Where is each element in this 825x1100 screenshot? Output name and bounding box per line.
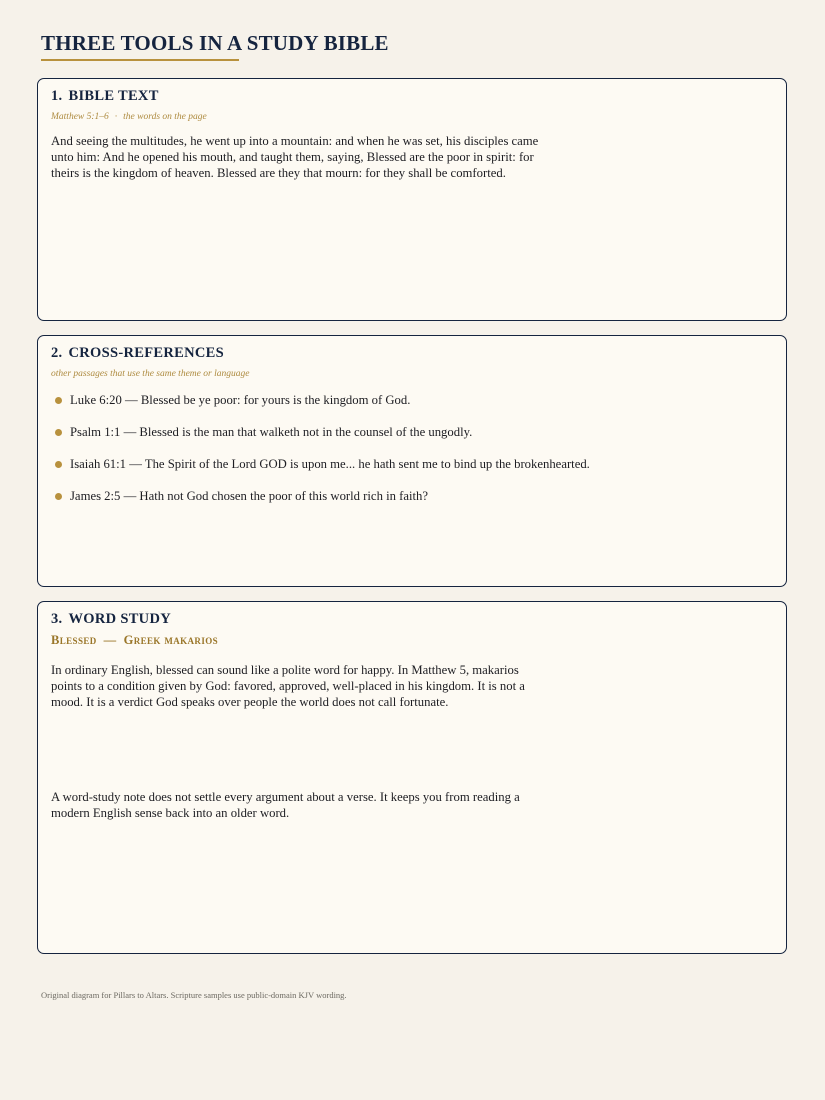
word-study-paragraph: A word-study note does not settle every argument about a verse. It keeps you from reading a modern English sense back into an older word. — [51, 790, 520, 820]
cross-reference: James 2:5 — Hath not God chosen the poor of this world rich in faith? — [70, 488, 429, 503]
scripture-text: And seeing the multitudes, he went up into a mountain: and when he was set, his disciples came unto him: And he opened his mouth, and taught them, saying, Blessed are the poor in spirit: for theirs is the kingdom of heaven. Blessed are they that mourn: for they shall be comforted. — [51, 134, 539, 180]
cross-reference: Luke 6:20 — Blessed be ye poor: for yours is the kingdom of God. — [70, 392, 411, 407]
reference: Matthew 5:1–6 — [51, 112, 109, 122]
bible-text-card — [37, 78, 787, 321]
word-study-paragraph: In ordinary English, blessed can sound like a polite word for happy. In Matthew 5, makarios points to a condition given by God: favored, approved, well-placed in his kingdom. It is not a mood. It is a verdict God speaks over people the world does not call fortunate. — [51, 663, 525, 709]
bullet-icon — [55, 429, 62, 436]
word-study-title — [51, 633, 773, 648]
separator: · — [114, 112, 118, 122]
cross-reference: Psalm 1:1 — Blessed is the man that walketh not in the counsel of the ungodly. — [70, 424, 473, 439]
card-heading — [51, 611, 773, 628]
page-title: THREE TOOLS IN A STUDY BIBLE — [41, 31, 389, 55]
title-underline — [41, 59, 239, 61]
bullet-icon — [55, 493, 62, 500]
card-title: CROSS-REFERENCES — [68, 345, 224, 361]
card-number: 3. — [51, 611, 63, 627]
list-item — [51, 456, 773, 472]
list-item — [51, 488, 773, 504]
cross-reference: Isaiah 61:1 — The Spirit of the Lord GOD is upon me... he hath sent me to bind up the brokenhearted. — [70, 456, 590, 471]
card-title: WORD STUDY — [68, 611, 171, 627]
card-heading — [51, 88, 773, 105]
card-number: 1. — [51, 88, 63, 104]
reference-note: the words on the page — [123, 112, 207, 122]
list-item — [51, 424, 773, 440]
passage-reference — [51, 112, 773, 122]
card-title: BIBLE TEXT — [68, 88, 159, 104]
cross-references-card — [37, 335, 787, 587]
dash: — — [103, 633, 117, 647]
cross-reference-list — [51, 392, 773, 504]
studied-word: Blessed — [51, 633, 97, 647]
list-item — [51, 392, 773, 408]
card-subcaption: other passages that use the same theme or language — [51, 369, 250, 379]
word-study-card — [37, 601, 787, 954]
bullet-icon — [55, 397, 62, 404]
card-number: 2. — [51, 345, 63, 361]
bullet-icon — [55, 461, 62, 468]
footer-note: Original diagram for Pillars to Altars. Scripture samples use public-domain KJV wording. — [41, 990, 347, 1000]
word-origin: Greek makarios — [123, 633, 219, 647]
card-heading — [51, 345, 773, 362]
